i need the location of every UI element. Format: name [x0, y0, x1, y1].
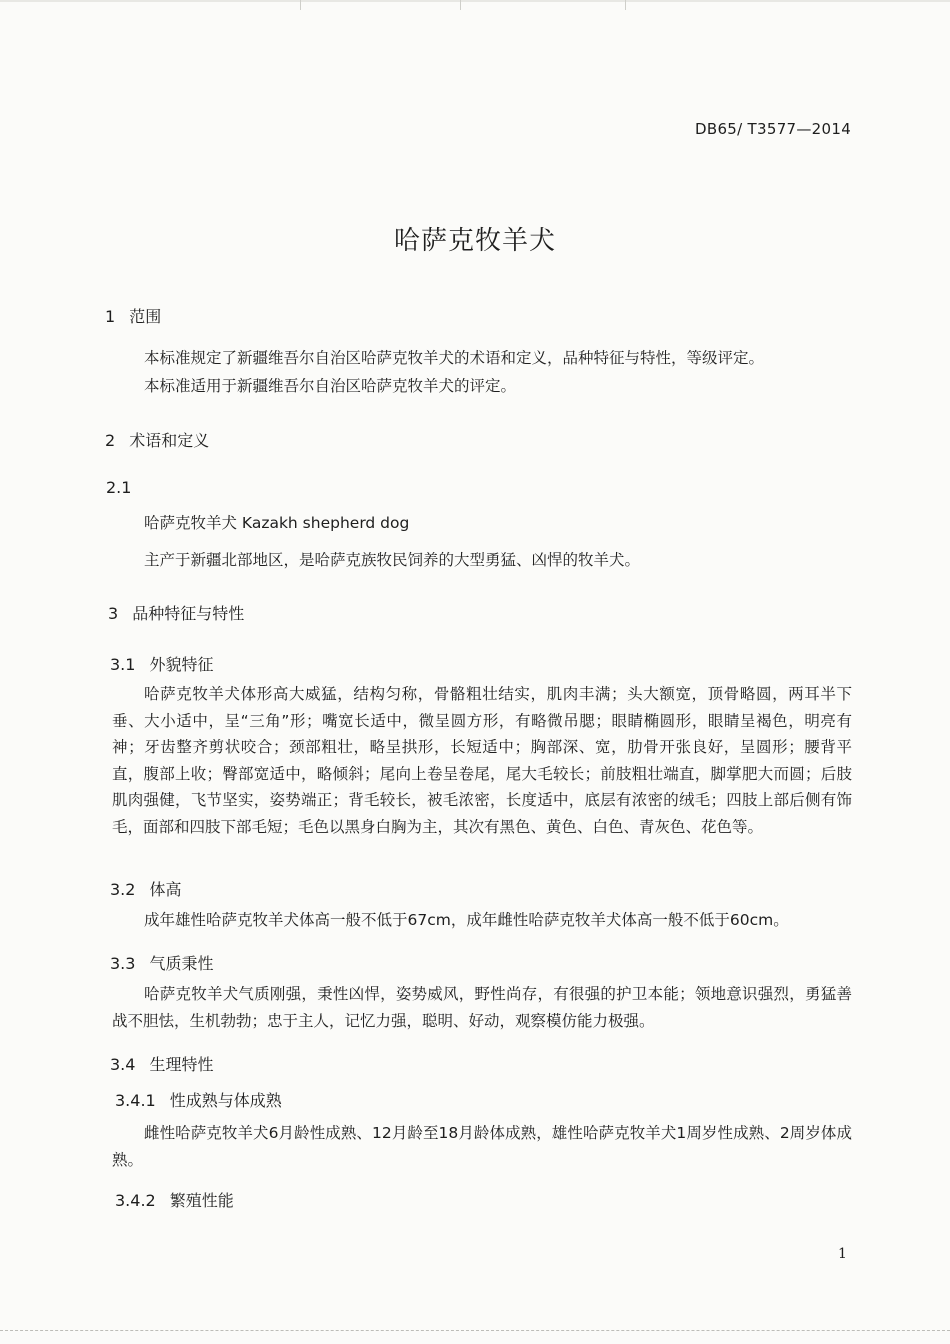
temperament-paragraph: 哈萨克牧羊犬气质刚强，秉性凶悍，姿势威风，野性尚存，有很强的护卫本能；领地意识强烈，勇猛善战不胆怯，生机勃勃；忠于主人，记忆力强，聪明、好动，观察模仿能力极强。	[112, 985, 852, 1030]
scope-paragraph-2: 本标准适用于新疆维吾尔自治区哈萨克牧羊犬的评定。	[144, 377, 517, 395]
height-paragraph: 成年雄性哈萨克牧羊犬体高一般不低于67cm，成年雌性哈萨克牧羊犬体高一般不低于60cm。	[144, 911, 789, 929]
section-number: 2	[105, 431, 116, 450]
clause-3-1-heading	[110, 652, 213, 675]
clause-2-1-number: 2.1	[106, 478, 132, 497]
clause-number: 3.1	[110, 655, 136, 674]
document-code: DB65/ T3577—2014	[695, 120, 852, 138]
page-number: 1	[838, 1246, 847, 1262]
clause-3-3-heading	[110, 951, 213, 974]
clause-title: 性成熟与体成熟	[169, 1091, 282, 1110]
clause-number: 3.4	[110, 1055, 136, 1074]
maturity-paragraph: 雌性哈萨克牧羊犬6月龄性成熟、12月龄至18月龄体成熟，雄性哈萨克牧羊犬1周岁性成熟、2周岁体成熟。	[112, 1124, 852, 1169]
term-entry: 哈萨克牧羊犬 Kazakh shepherd dog	[144, 514, 410, 532]
clause-title: 繁殖性能	[169, 1191, 234, 1210]
clause-number: 3.3	[110, 954, 136, 973]
section-1-heading	[105, 304, 161, 327]
section-2-heading	[105, 428, 209, 451]
clause-title: 生理特性	[149, 1055, 214, 1074]
clause-title: 气质秉性	[149, 954, 214, 973]
section-number: 3	[108, 604, 119, 623]
scope-paragraph-1: 本标准规定了新疆维吾尔自治区哈萨克牧羊犬的术语和定义，品种特征与特性，等级评定。	[144, 349, 765, 367]
scan-artifact-top	[0, 0, 950, 2]
appearance-paragraph: 哈萨克牧羊犬体形高大威猛，结构匀称，骨骼粗壮结实，肌肉丰满；头大额宽，顶骨略圆，两耳半下垂、大小适中，呈“三角”形；嘴宽长适中，微呈圆方形，有略微吊腮；眼睛椭圆形，眼睛呈褐色，明亮有神；牙齿整齐剪状咬合；颈部粗壮，略呈拱形，长短适中；胸部深、宽，肋骨开张良好，呈圆形；腰背平直，腹部上收；臀部宽适中，略倾斜；尾向上卷呈卷尾，尾大毛较长；前肢粗壮端直，脚掌肥大而圆；后肢肌肉强健，飞节坚实，姿势端正；背毛较长，被毛浓密，长度适中，底层有浓密的绒毛；四肢上部后侧有饰毛，面部和四肢下部毛短；毛色以黑身白胸为主，其次有黑色、黄色、白色、青灰色、花色等。	[112, 685, 852, 836]
section-title: 品种特征与特性	[132, 604, 245, 623]
scan-mark	[625, 0, 626, 10]
section-title: 术语和定义	[129, 431, 210, 450]
scan-mark	[460, 0, 461, 10]
term-definition: 主产于新疆北部地区，是哈萨克族牧民饲养的大型勇猛、凶悍的牧羊犬。	[144, 551, 641, 569]
clause-number: 3.4.2	[115, 1191, 156, 1210]
section-3-heading	[108, 601, 244, 624]
clause-3-4-heading	[110, 1052, 213, 1075]
page-title: 哈萨克牧羊犬	[393, 226, 556, 256]
clause-number: 3.4.1	[115, 1091, 156, 1110]
section-number: 1	[105, 307, 116, 326]
section-title: 范围	[129, 307, 162, 326]
scan-mark	[300, 0, 301, 10]
clause-title: 外貌特征	[149, 655, 214, 674]
clause-3-4-1-heading	[115, 1088, 282, 1111]
clause-title: 体高	[149, 880, 182, 899]
scan-artifact-bottom	[0, 1330, 950, 1332]
clause-3-4-2-heading	[115, 1188, 234, 1211]
clause-number: 3.2	[110, 880, 136, 899]
clause-3-2-heading	[110, 877, 181, 900]
